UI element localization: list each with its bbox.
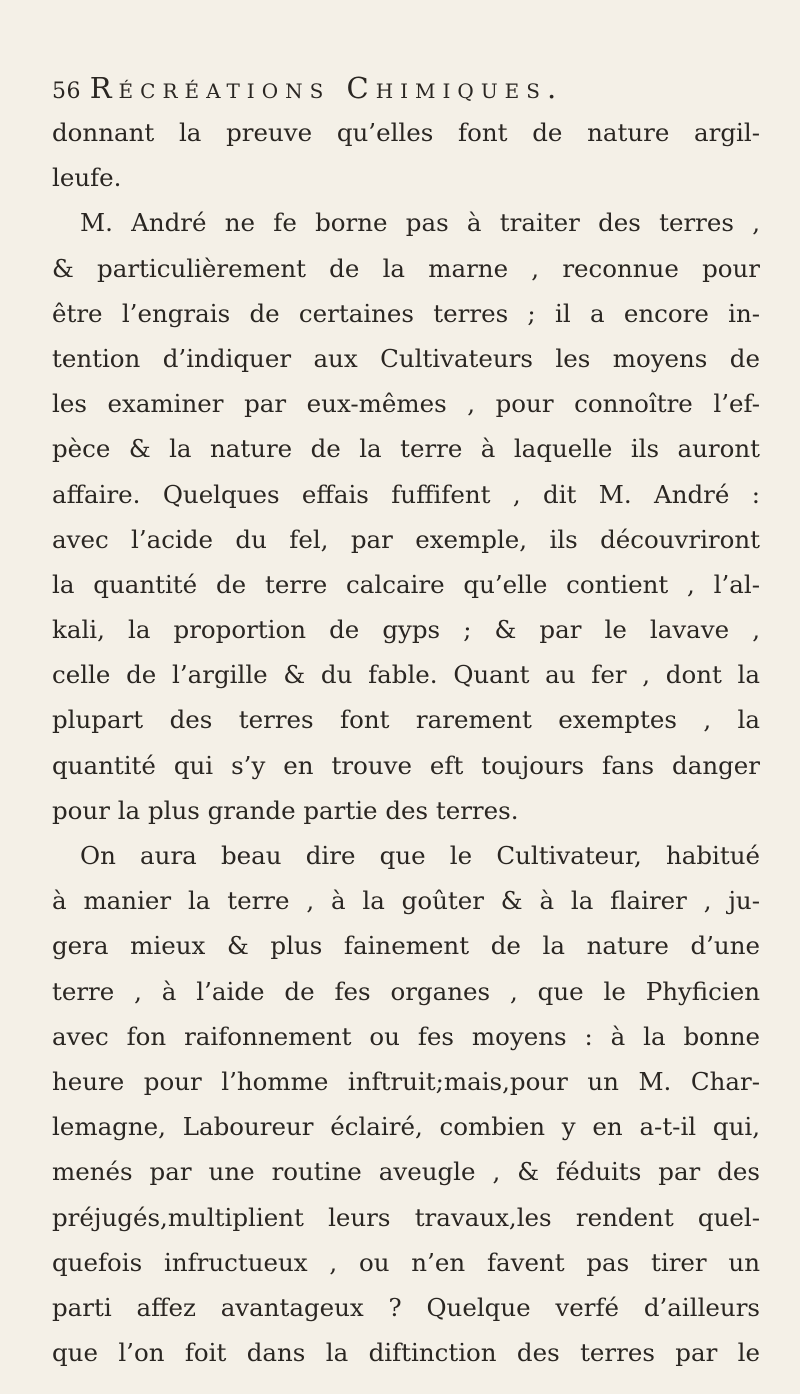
text-line: avec l’acide du fel, par exemple, ils découvriront xyxy=(52,524,760,554)
page-header xyxy=(52,68,752,108)
text-line: que l’on foit dans la diftinction des terres par le xyxy=(52,1338,760,1368)
text-line: & particulièrement de la marne , reconnue pour xyxy=(52,253,760,283)
text-line: quefois infructueux , ou n’en favent pas tirer un xyxy=(52,1247,760,1277)
text-line: gera mieux & plus fainement de la nature d’une xyxy=(52,931,760,961)
text-line: les examiner par eux-mêmes , pour connoître l’ef- xyxy=(52,389,760,419)
text-line: pèce & la nature de la terre à laquelle ils auront xyxy=(52,434,760,464)
text-line: menés par une routine aveugle , & féduits par des xyxy=(52,1157,760,1187)
text-line: heure pour l’homme inftruit;mais,pour un M. Char- xyxy=(52,1066,760,1096)
text-line: M. André ne fe borne pas à traiter des terres , xyxy=(80,208,760,238)
text-line: à manier la terre , à la goûter & à la flairer , ju- xyxy=(52,886,760,916)
text-line: donnant la preuve qu’elles font de nature argil- xyxy=(52,118,760,147)
text-line: quantité qui s’y en trouve eft toujours fans danger xyxy=(52,750,760,780)
text-line: plupart des terres font rarement exemptes , la xyxy=(52,705,760,735)
text-line: préjugés,multiplient leurs travaux,les rendent quel- xyxy=(52,1202,760,1232)
text-line: être l’engrais de certaines terres ; il a encore in- xyxy=(52,298,760,328)
body-text xyxy=(52,110,760,1375)
page-number: 56 xyxy=(52,79,81,104)
text-line: celle de l’argille & du fable. Quant au fer , dont la xyxy=(52,660,760,690)
text-line: avec fon raifonnement ou fes moyens : à la bonne xyxy=(52,1021,760,1051)
text-line: la quantité de terre calcaire qu’elle contient , l’al- xyxy=(52,569,760,599)
text-line: affaire. Quelques effais fuffifent , dit M. André : xyxy=(52,479,760,509)
text-line: kali, la proportion de gyps ; & par le lavave , xyxy=(52,615,760,645)
text-line: leufe. xyxy=(52,163,122,193)
text-line: On aura beau dire que le Cultivateur, habitué xyxy=(80,841,760,870)
text-line: lemagne, Laboureur éclairé, combien y en a-t-il qui, xyxy=(52,1112,760,1142)
text-line: pour la plus grande partie des terres. xyxy=(52,795,519,825)
text-line: terre , à l’aide de fes organes , que le Phyficien xyxy=(52,976,760,1006)
running-title: Récréations Chimiques. xyxy=(89,71,564,105)
text-line: parti affez avantageux ? Quelque verfé d’ailleurs xyxy=(52,1292,760,1322)
text-line: tention d’indiquer aux Cultivateurs les moyens de xyxy=(52,343,760,373)
